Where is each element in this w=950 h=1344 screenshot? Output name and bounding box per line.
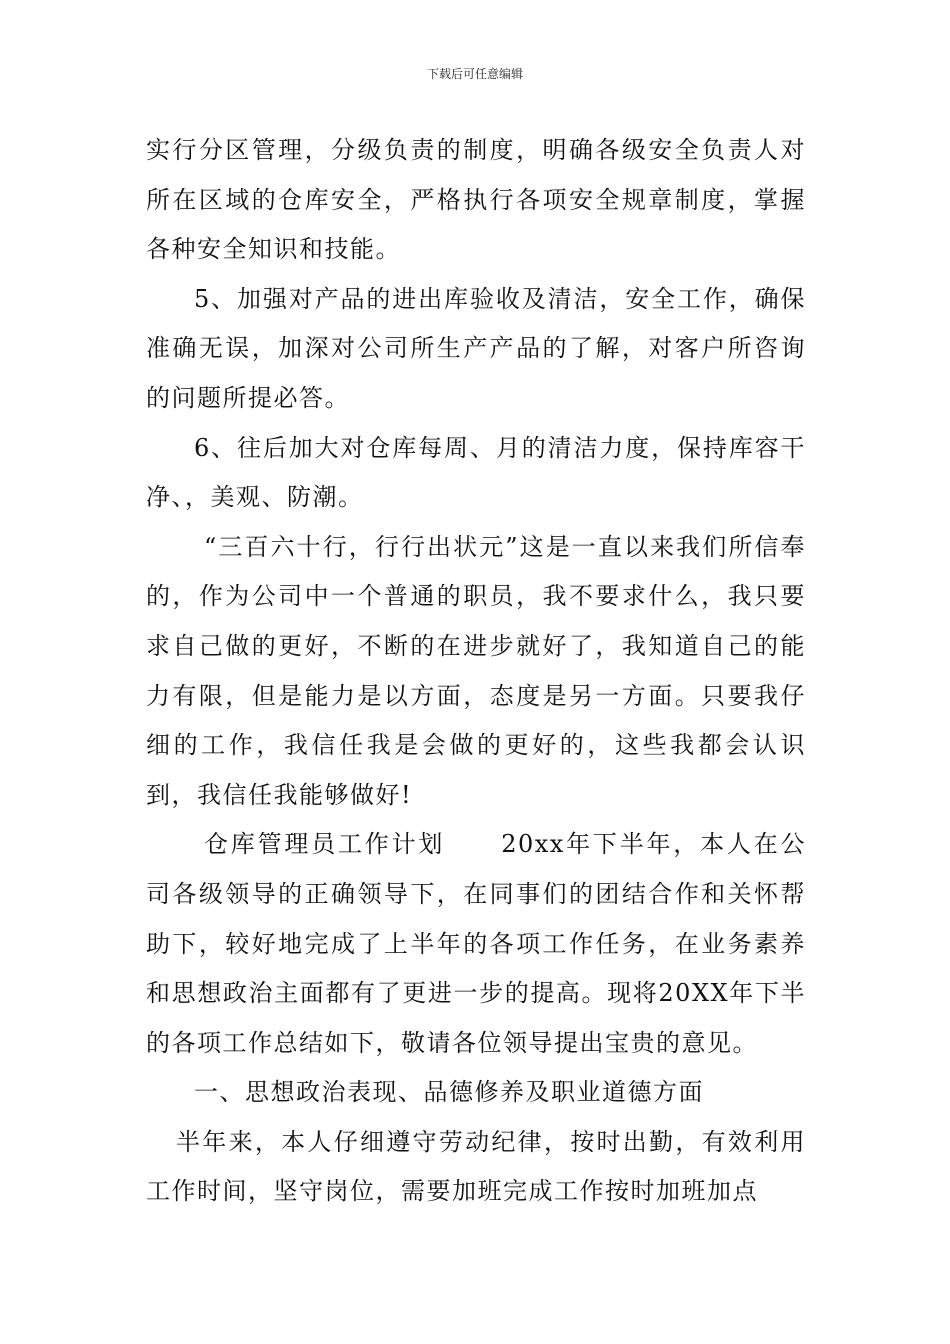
paragraph bbox=[146, 820, 806, 1068]
section-title: 仓库管理员工作计划 bbox=[204, 830, 446, 859]
document-body bbox=[146, 126, 806, 1217]
section-heading: 一、思想政治表现、品德修养及职业道德方面 bbox=[194, 1078, 704, 1107]
paragraph-text: 20xx年下半年，本人在公司各级领导的正确领导下，在同事们的团结合作和关怀帮助下，较好地完成了上半年的各项工作任务，在业务素养和思想政治主面都有了更进一步的提高。现将20XX年下半的各项工作总结如下，敬请各位领导提出宝贵的意见。 bbox=[146, 830, 807, 1057]
page-header: 下载后可任意编辑 bbox=[426, 67, 523, 81]
paragraph: 半年来，本人仔细遵守劳动纪律，按时出勤，有效利用工作时间，坚守岗位，需要加班完成工作按时加班加点 bbox=[146, 1127, 806, 1206]
paragraph: 实行分区管理，分级负责的制度，明确各级安全负责人对所在区域的仓库安全，严格执行各项安全规章制度，掌握各种安全知识和技能。 bbox=[146, 136, 806, 264]
paragraph: 5、加强对产品的进出库验收及清洁，安全工作，确保准确无误，加深对公司所生产产品的了解，对客户所咨询的问题所提必答。 bbox=[146, 284, 806, 412]
paragraph: 6、往后加大对仓库每周、月的清洁力度，保持库容干净、，美观、防潮。 bbox=[146, 433, 806, 512]
paragraph: “三百六十行，行行出状元”这是一直以来我们所信奉的，作为公司中一个普通的职员，我不要求什么，我只要求自己做的更好，不断的在进步就好了，我知道自己的能力有限，但是能力是以方面，态度是另一方面。只要我仔细的工作，我信任我是会做的更好的，这些我都会认识到，我信任我能够做好! bbox=[146, 532, 806, 809]
